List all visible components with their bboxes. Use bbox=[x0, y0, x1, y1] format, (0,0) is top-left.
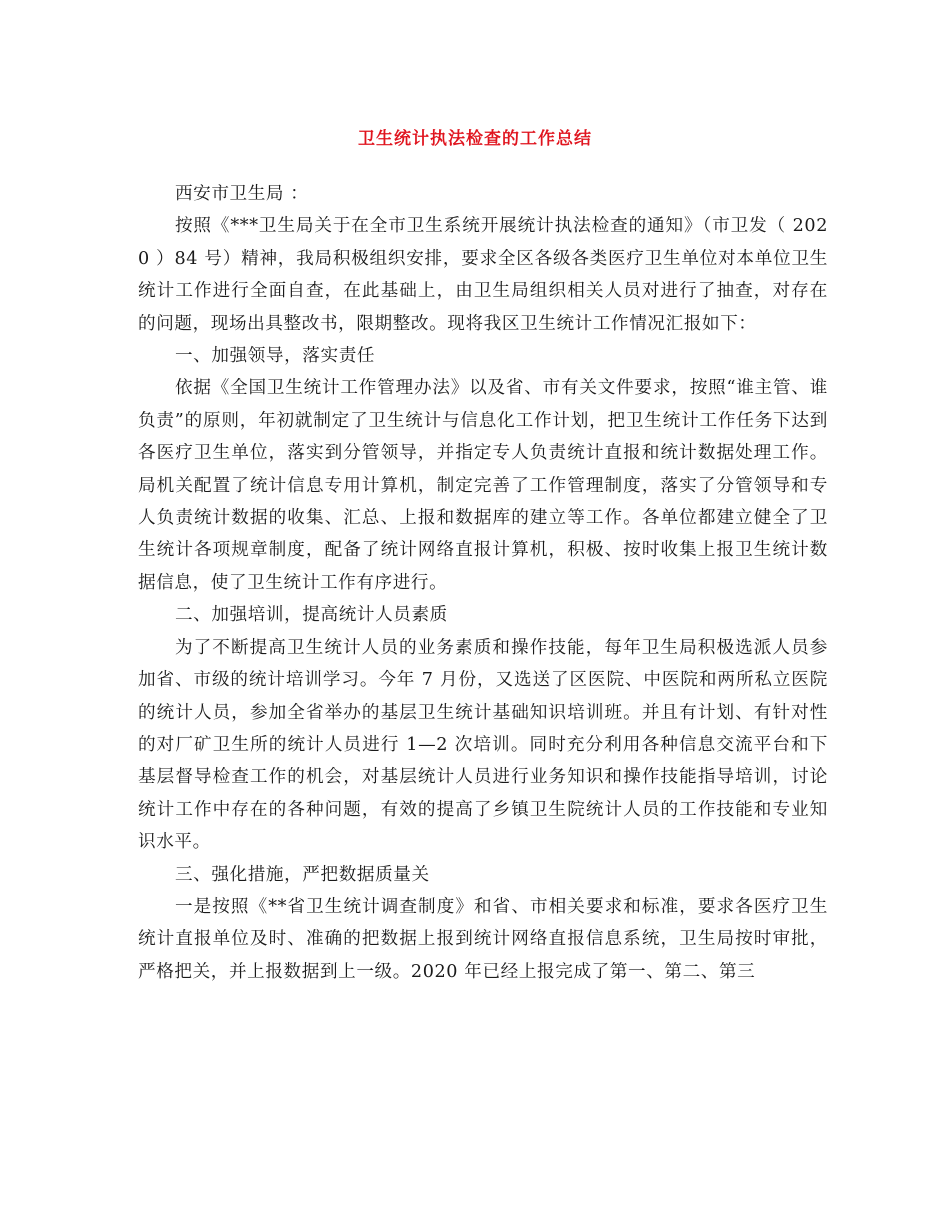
paragraph-section-1: 依据《全国卫生统计工作管理办法》以及省、市有关文件要求，按照“谁主管、谁负责”的原则，年初就制定了卫生统计与信息化工作计划，把卫生统计工作任务下达到各医疗卫生单位，落实到分管领导，并指定专人负责统计直报和统计数据处理工作。局机关配置了统计信息专用计算机，制定完善了工作管理制度，落实了分管领导和专人负责统计数据的收集、汇总、上报和数据库的建立等工作。各单位都建立健全了卫生统计各项规章制度，配备了统计网络直报计算机，积极、按时收集上报卫生统计数据信息，使了卫生统计工作有序进行。 bbox=[138, 378, 828, 593]
paragraph-intro: 按照《***卫生局关于在全市卫生系统开展统计执法检查的通知》（市卫发（ 2020 ）84 号）精神，我局积极组织安排，要求全区各级各类医疗卫生单位对本单位卫生统计工作进行全面自查，在此基础上，由卫生局组织相关人员对进行了抽查，对存在的问题，现场出具整改书，限期整改。现将我区卫生统计工作情况汇报如下： bbox=[138, 216, 828, 334]
salutation: 西安市卫生局 ： bbox=[174, 184, 309, 204]
paragraph-section-3: 一是按照《**省卫生统计调查制度》和省、市相关要求和标准，要求各医疗卫生统计直报单位及时、准确的把数据上报到统计网络直报信息系统，卫生局按时审批，严格把关，并上报数据到上一级。2020 年已经上报完成了第一、第二、第三 bbox=[138, 896, 828, 982]
section-heading-3: 三、强化措施，严把数据质量关 bbox=[174, 864, 430, 885]
document-body bbox=[138, 178, 828, 988]
section-heading-2: 二、加强培训，提高统计人员素质 bbox=[174, 605, 448, 626]
document-title: 卫生统计执法检查的工作总结 bbox=[358, 129, 592, 149]
section-heading-1: 一、加强领导，落实责任 bbox=[174, 346, 376, 367]
paragraph-section-2: 为了不断提高卫生统计人员的业务素质和操作技能，每年卫生局积极选派人员参加省、市级的统计培训学习。今年 7 月份，又选送了区医院、中医院和两所私立医院的统计人员，参加全省举办的基层卫生统计基础知识培训班。并且有计划、有针对性的对厂矿卫生所的统计人员进行 1—2 次培训。同时充分利用各种信息交流平台和下基层督导检查工作的机会，对基层统计人员进行业务知识和操作技能指导培训，讨论统计工作中存在的各种问题，有效的提高了乡镇卫生院统计人员的工作技能和专业知识水平。 bbox=[138, 637, 828, 853]
